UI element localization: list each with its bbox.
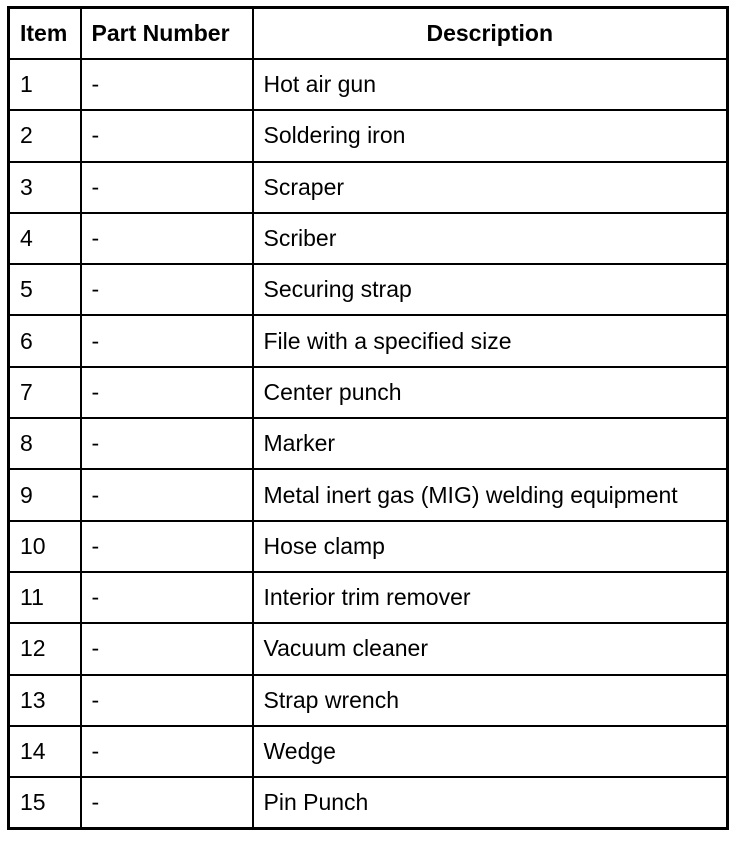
- table-row: [9, 59, 728, 110]
- table-row: [9, 264, 728, 315]
- description-cell: Hose clamp: [253, 521, 728, 572]
- part-number-cell: -: [81, 418, 253, 469]
- part-number-cell: -: [81, 572, 253, 623]
- table-row: [9, 213, 728, 264]
- description-cell: Hot air gun: [253, 59, 728, 110]
- description-cell: Scriber: [253, 213, 728, 264]
- description-cell: Strap wrench: [253, 675, 728, 726]
- description-cell: Center punch: [253, 367, 728, 418]
- part-number-cell: -: [81, 521, 253, 572]
- description-cell: Scraper: [253, 162, 728, 213]
- part-number-cell: -: [81, 59, 253, 110]
- part-number-cell: -: [81, 469, 253, 520]
- part-number-cell: -: [81, 264, 253, 315]
- item-cell: 2: [9, 110, 81, 161]
- header-part-number: Part Number: [81, 8, 253, 60]
- table-row: [9, 367, 728, 418]
- item-cell: 3: [9, 162, 81, 213]
- item-cell: 14: [9, 726, 81, 777]
- header-item: Item: [9, 8, 81, 60]
- table-row: [9, 675, 728, 726]
- table-row: [9, 418, 728, 469]
- part-number-cell: -: [81, 213, 253, 264]
- item-cell: 9: [9, 469, 81, 520]
- part-number-cell: -: [81, 110, 253, 161]
- part-number-cell: -: [81, 726, 253, 777]
- table-row: [9, 162, 728, 213]
- table-row: [9, 110, 728, 161]
- item-cell: 5: [9, 264, 81, 315]
- table-header-row: [9, 8, 728, 60]
- description-cell: Securing strap: [253, 264, 728, 315]
- description-cell: File with a specified size: [253, 315, 728, 366]
- description-cell: Wedge: [253, 726, 728, 777]
- item-cell: 4: [9, 213, 81, 264]
- table-row: [9, 777, 728, 829]
- item-cell: 8: [9, 418, 81, 469]
- part-number-cell: -: [81, 315, 253, 366]
- table-row: [9, 521, 728, 572]
- description-cell: Marker: [253, 418, 728, 469]
- table-row: [9, 726, 728, 777]
- table-body: [9, 59, 728, 829]
- description-cell: Vacuum cleaner: [253, 623, 728, 674]
- item-cell: 10: [9, 521, 81, 572]
- part-number-cell: -: [81, 675, 253, 726]
- item-cell: 7: [9, 367, 81, 418]
- table-row: [9, 623, 728, 674]
- item-cell: 11: [9, 572, 81, 623]
- tools-table: [7, 6, 729, 830]
- table-row: [9, 315, 728, 366]
- description-cell: Metal inert gas (MIG) welding equipment: [253, 469, 728, 520]
- table-row: [9, 572, 728, 623]
- header-description: Description: [253, 8, 728, 60]
- item-cell: 1: [9, 59, 81, 110]
- part-number-cell: -: [81, 623, 253, 674]
- part-number-cell: -: [81, 777, 253, 829]
- table-row: [9, 469, 728, 520]
- part-number-cell: -: [81, 367, 253, 418]
- item-cell: 6: [9, 315, 81, 366]
- description-cell: Soldering iron: [253, 110, 728, 161]
- item-cell: 15: [9, 777, 81, 829]
- item-cell: 13: [9, 675, 81, 726]
- item-cell: 12: [9, 623, 81, 674]
- description-cell: Interior trim remover: [253, 572, 728, 623]
- part-number-cell: -: [81, 162, 253, 213]
- description-cell: Pin Punch: [253, 777, 728, 829]
